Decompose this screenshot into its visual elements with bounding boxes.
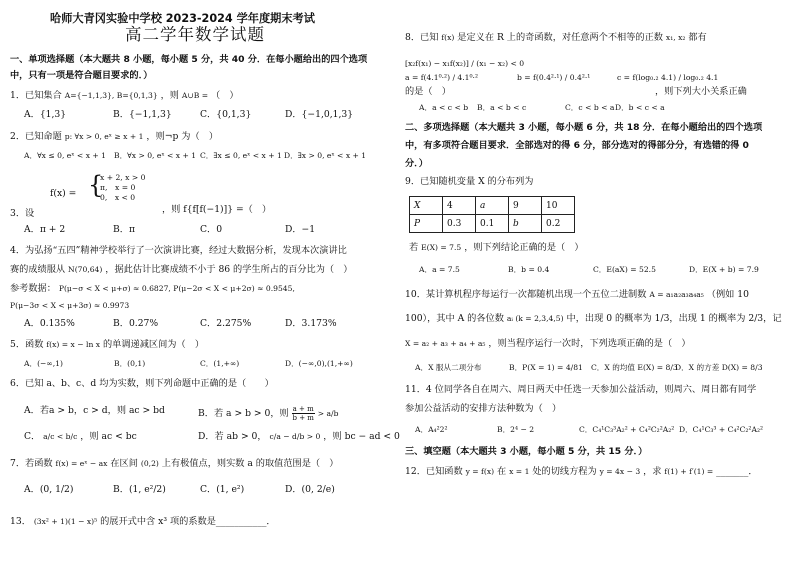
q12-stem: 12．已知函数 — [405, 466, 463, 477]
q9-expectation: E(X) = 7.5 — [421, 243, 462, 252]
table-cell: 10 — [542, 197, 575, 215]
q10-line-3 — [405, 338, 691, 350]
q4-line-2b: ，据此估计比赛成绩不小于 86 的学生所占的百分比为（ ） — [105, 264, 353, 275]
q6-b-fraction — [292, 405, 315, 422]
q7-mid: 在区间 — [110, 458, 138, 469]
q3-option-c[interactable]: C．0 — [200, 224, 223, 235]
q6-option-b[interactable] — [198, 405, 338, 422]
q2-option-c[interactable]: C．∃x ≤ 0, eˣ < x + 1 — [200, 151, 282, 160]
q6-c-condition: a/c < b/c — [43, 432, 78, 441]
q10-line-2 — [405, 313, 782, 325]
q13-expression: (3x² + 1)(1 − x)⁵ — [33, 517, 98, 526]
q10-stem: 10．某计算机程序每运行一次都随机出现一个五位二进制数 — [405, 289, 647, 300]
q9-stem: 9．已知随机变量 X 的分布列为 — [405, 176, 534, 187]
q10-line-1b: （例如 10 — [706, 289, 749, 300]
section-2-line-3: 分．） — [405, 158, 428, 169]
q8-x1x2: x₁, x₂ — [665, 33, 686, 42]
question-5 — [10, 339, 204, 351]
q2-option-a[interactable]: A．∀x ≤ 0, eˣ < x + 1 — [24, 151, 106, 160]
q13-stem: 13． — [10, 516, 31, 527]
q8-option-a[interactable]: A．a < c < b — [419, 103, 469, 112]
q3-case-2: π, x = 0 — [100, 183, 136, 192]
q5-function: f(x) = x − ln x — [46, 340, 101, 349]
q3-option-d[interactable]: D．−1 — [285, 224, 316, 235]
q1-union: A∪B = — [181, 91, 209, 100]
q10-line-3b: ，则当程序运行一次时，下列选项正确的是（ ） — [488, 338, 691, 349]
q1-paren: （ ） — [211, 90, 239, 101]
q7-interval: (0,2) — [140, 459, 159, 468]
table-row — [410, 215, 575, 233]
question-13 — [10, 516, 276, 528]
table-cell: 4 — [443, 197, 476, 215]
q3-option-a[interactable]: A．π + 2 — [24, 224, 66, 235]
question-2 — [10, 131, 218, 143]
q8-line-1b: 是定义在 R 上的奇函数，对任意两个不相等的正数 — [457, 32, 663, 43]
q10-line-1 — [405, 289, 749, 301]
q8-a-def: a = f(4.1⁰·²) / 4.1⁰·² — [405, 73, 478, 82]
table-cell: b — [509, 215, 542, 233]
q10-option-b[interactable]: B．P(X = 1) = 4/81 — [509, 363, 583, 372]
q1-tail: ，则 — [160, 90, 179, 101]
exam-title: 高二学年数学试题 — [125, 25, 265, 44]
q1-option-d[interactable]: D．{−1,0,1,3} — [285, 109, 354, 120]
table-cell: a — [476, 197, 509, 215]
q8-line-2: ，则下列大小关系正确 — [655, 86, 747, 97]
q3-option-b[interactable]: B．π — [113, 224, 135, 235]
q9-cond-a: 若 — [409, 242, 419, 253]
q3-case-1: x + 2, x > 0 — [100, 173, 146, 182]
school-header: 哈师大青冈实验中学校 2023-2024 学年度期末考试 — [50, 12, 315, 25]
q9-option-a[interactable]: A．a = 7.5 — [419, 265, 460, 274]
q4-line-1: 4．为弘扬“五四”精神学校举行了一次演讲比赛，经过大数据分析，发现本次演讲比 — [10, 245, 347, 256]
q12-function: y = f(x) — [465, 467, 495, 476]
q11-option-b[interactable]: B．2⁴ − 2 — [497, 425, 535, 434]
q10-option-a[interactable]: A．X 服从二项分布 — [415, 363, 482, 372]
q6-option-c[interactable] — [24, 431, 137, 443]
q6-d-post: ，则 bc − ad < 0 — [323, 431, 400, 442]
q8-line-1 — [405, 32, 707, 44]
q10-x-def: X = a₂ + a₃ + a₄ + a₅ — [405, 339, 486, 348]
table-row — [410, 197, 575, 215]
q12-mid2: 处的切线方程为 — [532, 466, 597, 477]
q7-option-c[interactable]: C．(1, e²) — [200, 484, 245, 495]
q12-point: x = 1 — [509, 467, 530, 476]
q12-tangent: y = 4x − 3 — [599, 467, 641, 476]
table-cell: X — [410, 197, 443, 215]
q4-option-b[interactable]: B．0.27% — [113, 318, 159, 329]
q1-option-b[interactable]: B．{−1,1,3} — [113, 109, 172, 120]
q8-c-def: c = f(log₀.₂ 4.1) / log₀.₂ 4.1 — [617, 73, 719, 82]
q12-blank[interactable]: _______． — [716, 466, 758, 477]
q4-ref-1: P(μ−σ < X < μ+σ) ≈ 0.6827, P(μ−2σ < X < μ+2σ) ≈ 0.9545, — [58, 284, 295, 293]
q4-line-2a: 赛的成绩服从 — [10, 264, 66, 275]
q7-option-d[interactable]: D．(0, 2/e) — [285, 484, 335, 495]
q1-stem: 1．已知集合 — [10, 90, 62, 101]
q10-binary: A = a₁a₂a₃a₄a₅ — [649, 290, 704, 299]
q6-b-den: b + m — [292, 414, 314, 422]
q8-option-b[interactable]: B．a < b < c — [477, 103, 527, 112]
q10-line-2a: 100），其中 A 的各位数 — [405, 313, 504, 324]
q6-stem: 6．已知 a、b、c、d 均为实数，则下列命题中正确的是（ ） — [10, 378, 274, 389]
q8-b-def: b = f(0.4²·¹) / 0.4²·¹ — [517, 73, 591, 82]
section-2-line-2: 中，有多项符合题目要求．全部选对的得 6 分，部分选对的得部分分，有选错的得 0 — [405, 140, 749, 151]
q3-fx: f(x) = — [50, 188, 77, 199]
q11-line-1: 11．4 位同学各自在周六、周日两天中任选一天参加公益活动，则周六、周日都有同学 — [405, 384, 757, 395]
table-cell: 0.2 — [542, 215, 575, 233]
q6-option-d[interactable] — [198, 431, 400, 443]
q10-option-d[interactable]: D．X 的方差 D(X) = 8/3 — [675, 363, 763, 372]
q2-tail: ，则¬p 为（ ） — [146, 131, 219, 142]
q11-line-2: 参加公益活动的安排方法种数为（ ） — [405, 403, 562, 414]
table-cell: P — [410, 215, 443, 233]
q4-line-2 — [10, 264, 353, 276]
q10-line-2b: 中，出现 0 的概率为 1/3，出现 1 的概率为 2/3，记 — [566, 313, 782, 324]
section-3-title: 三、填空题（本大题共 3 小题，每小题 5 分，共 15 分．） — [405, 446, 648, 457]
q6-d-pre: D．若 ab > 0， — [198, 431, 267, 442]
q9-option-b[interactable]: B．b = 0.4 — [508, 265, 550, 274]
q5-option-b[interactable]: B．(0,1) — [114, 359, 146, 368]
q6-d-condition: c/a − d/b > 0 — [269, 432, 321, 441]
q2-stem: 2．已知命题 — [10, 131, 62, 142]
q3-case-3: 0, x < 0 — [100, 193, 136, 202]
q8-fx: f(x) — [441, 33, 455, 42]
q12-mid: 在 — [496, 466, 507, 477]
q3-brace: { — [88, 171, 104, 199]
q8-line-1c: 都有 — [688, 32, 707, 43]
table-cell: 0.3 — [443, 215, 476, 233]
section-1-title: 一、单项选择题（本大题共 8 小题，每小题 5 分，共 40 分．在每小题给出的四个选项 — [10, 54, 368, 65]
q7-function: f(x) = eˣ − ax — [55, 459, 108, 468]
q5-tail: 的单调递减区间为（ ） — [102, 339, 205, 350]
q8-option-d[interactable]: D．b < c < a — [615, 103, 665, 112]
q2-proposition: p: ∀x > 0, eˣ ≥ x + 1 — [64, 132, 144, 141]
q1-option-a[interactable]: A．{1,3} — [24, 109, 67, 120]
q8-line-3: 的是（ ） — [405, 86, 451, 97]
q5-stem: 5．函数 — [10, 339, 44, 350]
q4-distribution: N(70,64) — [68, 265, 103, 274]
q4-ref-label: 参考数据： — [10, 283, 56, 294]
q6-b-num: a + m — [292, 405, 314, 413]
q4-option-a[interactable]: A．0.135% — [24, 318, 75, 329]
q5-option-d[interactable]: D．(−∞,0),(1,+∞) — [285, 359, 353, 368]
q10-option-c[interactable]: C．X 的均值 E(X) = 8/3 — [591, 363, 678, 372]
q7-option-b[interactable]: B．(1, e²/2) — [113, 484, 166, 495]
q7-stem: 7．若函数 — [10, 458, 53, 469]
q11-option-d[interactable]: D．C₄¹C₃³ + C₄²C₂²A₂² — [679, 425, 764, 434]
q2-option-b[interactable]: B．∀x > 0, eˣ < x + 1 — [114, 151, 197, 160]
q12-ask: f(1) + f′(1) = — [664, 467, 714, 476]
q9-option-c[interactable]: C．E(aX) = 52.5 — [593, 265, 656, 274]
q3-stem: 3．设 — [10, 208, 35, 219]
q5-option-c[interactable]: C．(1,+∞) — [200, 359, 240, 368]
q8-inequality: [x₂f(x₁) − x₁f(x₂)] / (x₁ − x₂) < 0 — [405, 59, 525, 68]
q9-distribution-table — [409, 196, 575, 233]
section-2-title: 二、多项选择题（本大题共 3 小题，每小题 6 分，共 18 分．在每小题给出的四个选项 — [405, 122, 763, 133]
q9-cond-b: ，则下列结论正确的是（ ） — [464, 242, 584, 253]
q9-condition — [409, 242, 584, 254]
q6-c-post: ，则 ac < bc — [80, 431, 137, 442]
section-1-title-cont: 中，只有一项是符合题目要求的．） — [10, 70, 153, 81]
q8-stem: 8．已知 — [405, 32, 439, 43]
q7-tail: 上有极值点，则实数 a 的取值范围是（ ） — [161, 458, 339, 469]
q12-tail: ，求 — [643, 466, 662, 477]
q4-ref-2: P(μ−3σ < X < μ+3σ) ≈ 0.9973 — [10, 301, 130, 310]
q4-reference — [10, 283, 295, 295]
table-cell: 0.1 — [476, 215, 509, 233]
q1-sets: A={−1,1,3}, B={0,1,3} — [64, 91, 158, 100]
q11-option-a[interactable]: A．A₄²2² — [415, 425, 448, 434]
q11-option-c[interactable]: C．C₄¹C₃³A₂² + C₄²C₂²A₂² — [579, 425, 675, 434]
question-12 — [405, 466, 758, 478]
q3-tail: ，则 f{f[f(−1)]} =（ ） — [162, 204, 272, 215]
q2-option-d[interactable]: D．∃x > 0, eˣ < x + 1 — [284, 151, 367, 160]
q4-option-d[interactable]: D．3.173% — [285, 318, 337, 329]
q6-c-pre: C． — [24, 431, 41, 442]
q7-option-a[interactable]: A．(0, 1/2) — [24, 484, 74, 495]
q6-b-post: > a/b — [317, 409, 339, 418]
q8-option-c[interactable]: C．c < b < a — [565, 103, 615, 112]
question-7 — [10, 458, 339, 470]
q10-digits: aᵢ (k = 2,3,4,5) — [506, 314, 564, 323]
q4-option-c[interactable]: C．2.275% — [200, 318, 252, 329]
q5-option-a[interactable]: A．(−∞,1) — [24, 359, 63, 368]
q6-option-a[interactable]: A．若a > b，c > d，则 ac > bd — [24, 405, 165, 416]
q6-b-pre: B．若 a > b > 0，则 — [198, 408, 289, 419]
q13-tail: 的展开式中含 x³ 项的系数是___________． — [100, 516, 276, 527]
q9-option-d[interactable]: D．E(X + b) = 7.9 — [689, 265, 759, 274]
q1-option-c[interactable]: C．{0,1,3} — [200, 109, 252, 120]
question-1 — [10, 90, 239, 102]
table-cell: 9 — [509, 197, 542, 215]
